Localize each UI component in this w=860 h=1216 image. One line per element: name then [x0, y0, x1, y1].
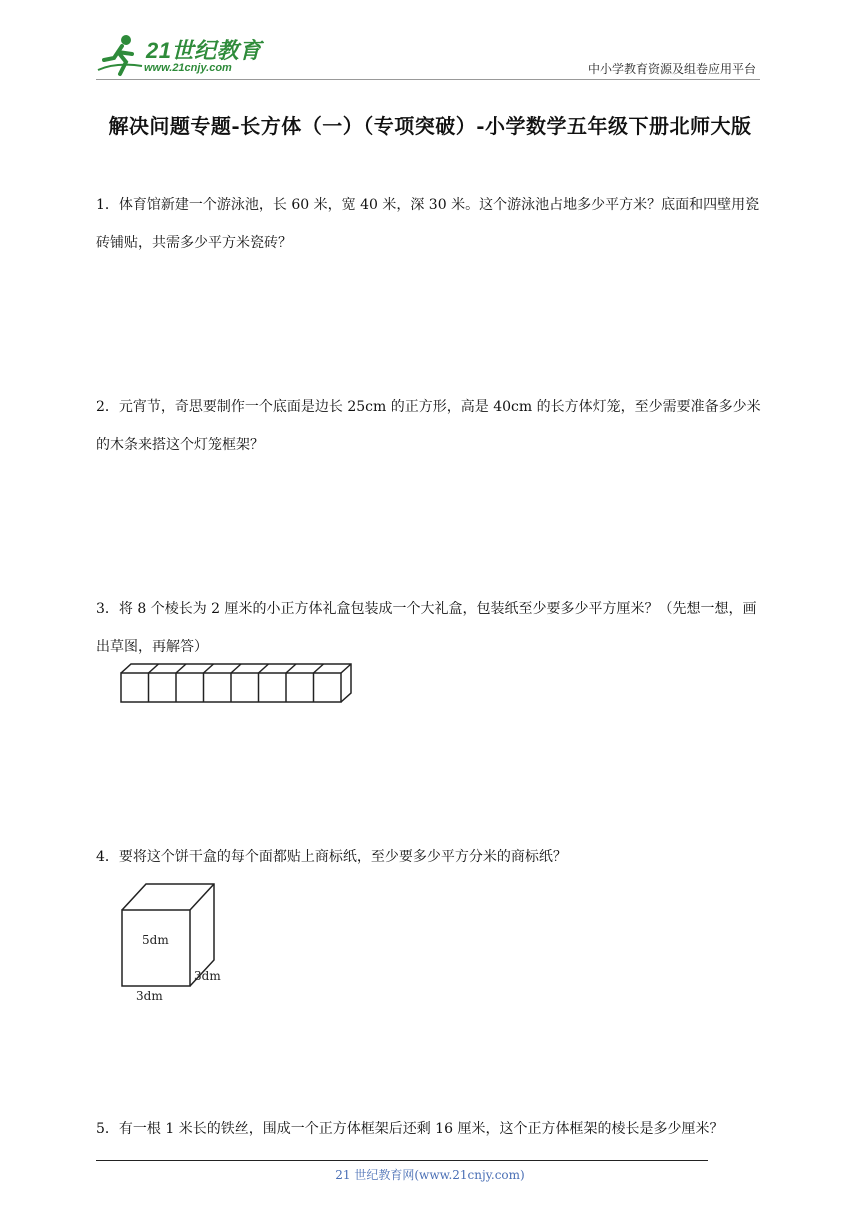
question-text: 有一根 1 米长的铁丝，围成一个正方体框架后还剩 16 厘米，这个正方体框架的棱长是多少厘米？: [118, 1121, 724, 1137]
height-label: 5dm: [142, 933, 169, 947]
question-4: [96, 838, 764, 876]
question-number: 4．: [96, 849, 119, 865]
platform-label: 中小学教育资源及组卷应用平台: [587, 62, 756, 76]
footer-link[interactable]: 21 世纪教育网(www.21cnjy.com): [335, 1168, 525, 1182]
biscuit-box-figure: [112, 880, 232, 1006]
question-text: 体育馆新建一个游泳池，长 60 米，宽 40 米，深 30 米。这个游泳池占地多少平方米？底面和四壁用瓷砖铺贴，共需多少平方米瓷砖？: [96, 197, 760, 251]
depth-label: 3dm: [194, 969, 221, 983]
question-number: 3．: [96, 601, 119, 617]
question-number: 1．: [96, 197, 119, 213]
question-1: [96, 186, 764, 262]
page-title: 解决问题专题-长方体（一）（专项突破）-小学数学五年级下册北师大版: [108, 114, 752, 138]
question-5: [96, 1110, 764, 1148]
header-divider: [96, 79, 760, 80]
footer-divider: [96, 1160, 708, 1161]
question-text: 要将这个饼干盒的每个面都贴上商标纸，至少要多少平方分米的商标纸？: [118, 849, 567, 865]
question-2: [96, 388, 764, 464]
runner-logo-icon: [96, 32, 146, 78]
width-label: 3dm: [136, 989, 163, 1003]
logo-url: www.21cnjy.com: [144, 62, 232, 74]
cube-row-figure: [118, 662, 358, 706]
question-text: 元宵节，奇思要制作一个底面是边长 25cm 的正方形，高是 40cm 的长方体灯笼，至少需要准备多少米的木条来搭这个灯笼框架？: [96, 399, 761, 453]
question-number: 2．: [96, 399, 119, 415]
logo-text: 21世纪教育: [146, 38, 262, 63]
question-3: [96, 590, 764, 666]
question-number: 5．: [96, 1121, 119, 1137]
question-text: 将 8 个棱长为 2 厘米的小正方体礼盒包装成一个大礼盒，包装纸至少要多少平方厘米？（先想一想，画出草图，再解答）: [96, 601, 757, 655]
